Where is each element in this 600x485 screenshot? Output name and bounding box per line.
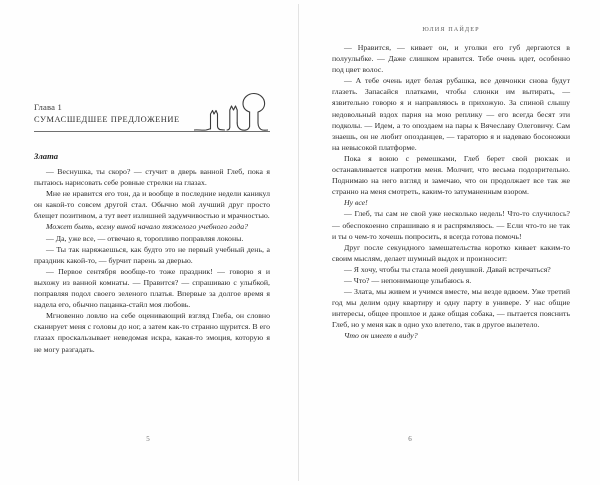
paragraph: — Злата, мы живем и учимся вместе, мы везде вдвоем. Уже третий год мы делим одну квартиру и одну парту в универе. У нас общие интересы, общее прошлое и даже общая собака, — пытается пояснить Глеб, но у меня как в одно ухо влетело, так в другое вылетело. <box>332 287 570 330</box>
paragraph: — Что? — непонимающе улыбаюсь я. <box>344 275 472 285</box>
paragraph: — Первое сентября вообще-то тоже праздник! — говорю я и выхожу из ванной комнаты. — Правится? — спрашиваю с улыбкой, поправляя подол своего зеленого платья. Впервые за долгое время я надела его, обычно пацанка-стайл моя любовь. <box>34 266 270 310</box>
chapter-rule <box>34 131 270 132</box>
paragraph: — А тебе очень идет белая рубашка, все девчонки снова будут глазеть. Запасайся платками, чтобы слюнки им вытирать, — язвительно говорю я и направляюсь в прихожую. За спиной слышу недовольный вздох парня на мою реплику — его всегда бесят эти подколы. — Идем, а то опоздаем на пары к Вячеславу Олеговичу. Сам знаешь, он не любит опозданцев, — тараторю я и надеваю босоножки на невысокой платформе. <box>332 76 570 152</box>
paragraph: — Нравится, — кивает он, и уголки его губ дергаются в полуулыбке. — Даже слишком нравится. Тебе очень идет, особенно под цвет волос. <box>332 43 570 75</box>
chapter-header <box>34 102 270 135</box>
paragraph: Пока я воюю с ремешками, Глеб берет свой рюкзак и останавливается напротив меня. Молчит, что весьма подозрительно. Поднимаю на него взгляд и замечаю, что он продолжает все так же странно на меня смотреть, каким-то затуманенным взором. <box>332 153 570 197</box>
paragraph: — Я хочу, чтобы ты стала моей девушкой. Давай встречаться? <box>344 264 551 274</box>
cat-silhouettes-icon <box>194 90 268 134</box>
paragraph-italic: Что он имеет в виду? <box>344 331 418 341</box>
right-page <box>300 0 600 485</box>
paragraph: — Да, уже все, — отвечаю я, торопливо поправляя локоны. <box>46 233 244 243</box>
paragraph-italic: Ну все! <box>344 198 368 208</box>
left-page-running-head <box>34 26 270 36</box>
chapter-title: СУМАСШЕДШЕЕ ПРЕДЛОЖЕНИЕ <box>34 115 180 124</box>
right-page-running-head: ЮЛИЯ ПАЙДЕР <box>422 26 480 33</box>
scene-pov-name: Злата <box>34 151 59 161</box>
paragraph: — Ты так наряжаешься, как будто это не первый учебный день, а праздник какой-то, — бурчит парень за дверью. <box>34 244 270 265</box>
paragraph: Мгновенно ловлю на себе оценивающий взгляд Глеба, он словно сканирует меня с головы до ног, а затем как-то странно щурится. В его глазах проскальзывает неведомая искра, какая-то эмоция, которую я не могу разгадать. <box>34 311 270 354</box>
chapter-rule-wrapper <box>34 131 270 135</box>
page-number: 5 <box>146 435 150 443</box>
left-page-body <box>34 166 270 355</box>
right-page-body <box>332 42 570 342</box>
page-number: 6 <box>408 435 412 443</box>
paragraph: Мне не нравится его тон, да и вообще в последние недели каникул он какой-то совсем другой стал. Обычно мой лучший друг просто блещет позитивом, а тут веет излишней задумчивостью и мрачностью. <box>34 189 270 221</box>
chapter-number: Глава 1 <box>34 102 63 112</box>
paragraph: Друг после секундного замешательства коротко кивает каким-то своим мыслям, делает шумный выдох и произносит: <box>332 242 570 263</box>
paragraph-italic: Может быть, всему виной начало тяжелого учебного года? <box>46 222 249 232</box>
paragraph: — Глеб, ты сам не свой уже несколько недель! Что-то случилось? — обеспокоенно спрашиваю я и распрямляюсь. — Если что-то не так и ты о чем-то хочешь попросить, я всегда готова помочь! <box>332 209 570 241</box>
paragraph: — Веснушка, ты скоро? — стучит в дверь ванной Глеб, пока я пытаюсь нарисовать себе ровные стрелки на глазах. <box>34 167 270 188</box>
